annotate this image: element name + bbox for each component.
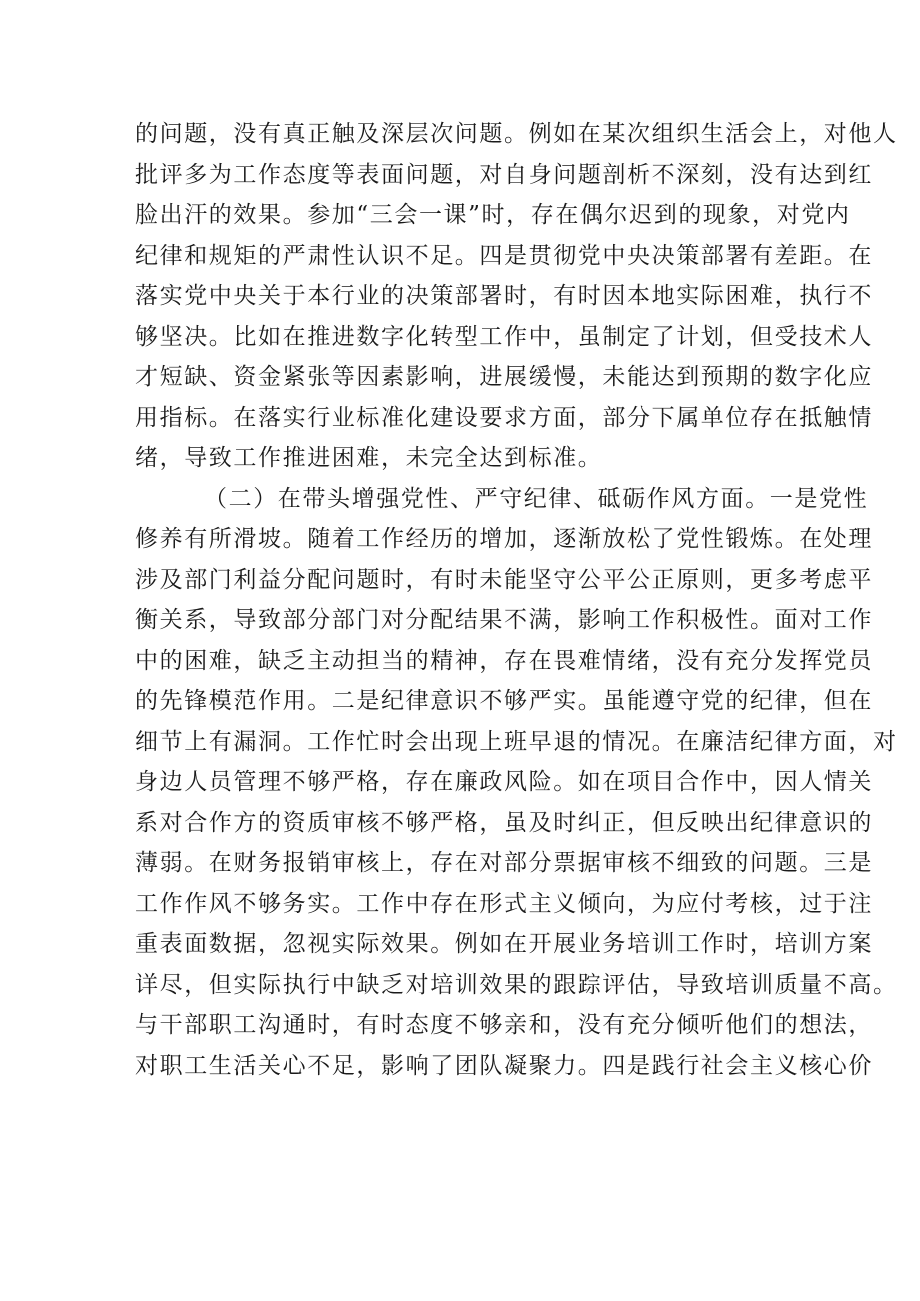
- text-line: 涉及部门利益分配问题时，有时未能坚守公平公正原则，更多考虑平: [135, 566, 873, 593]
- text-line: 脸出汗的效果。参加“三会一课”时，存在偶尔迟到的现象，对党内: [135, 202, 851, 228]
- text-line: 的先锋模范作用。二是纪律意识不够严实。虽能遵守党的纪律，但在: [135, 688, 873, 714]
- text-line: 详尽，但实际执行中缺乏对培训效果的跟踪评估，导致培训质量不高。: [135, 971, 898, 998]
- text-line: 身边人员管理不够严格，存在廉政风险。如在项目合作中，因人情关: [135, 769, 873, 795]
- text-line: 对职工生活关心不足，影响了团队凝聚力。四是践行社会主义核心价: [135, 1052, 873, 1079]
- text-line: 修养有所滑坡。随着工作经历的增加，逐渐放松了党性锻炼。在处理: [135, 526, 873, 552]
- text-line: 够坚决。比如在推进数字化转型工作中，虽制定了计划，但受技术人: [135, 323, 873, 350]
- text-line: 重表面数据，忽视实际效果。例如在开展业务培训工作时，培训方案: [135, 931, 873, 957]
- text-line: 纪律和规矩的严肃性认识不足。四是贯彻党中央决策部署有差距。在: [135, 242, 873, 269]
- text-line: 落实党中央关于本行业的决策部署时，有时因本地实际困难，执行不: [135, 283, 873, 309]
- text-line: 细节上有漏洞。工作忙时会出现上班早退的情况。在廉洁纪律方面，对: [135, 728, 898, 755]
- body-text: [135, 114, 898, 1086]
- text-line: 批评多为工作态度等表面问题，对自身问题剖析不深刻，没有达到红: [135, 161, 873, 188]
- text-line: 才短缺、资金紧张等因素影响，进展缓慢，未能达到预期的数字化应: [135, 364, 873, 390]
- text-line: 衡关系，导致部分部门对分配结果不满，影响工作积极性。面对工作: [135, 607, 873, 633]
- text-line: 中的困难，缺乏主动担当的精神，存在畏难情绪，没有充分发挥党员: [135, 647, 873, 674]
- paragraph-end-line: 绪，导致工作推进困难，未完全达到标准。: [135, 445, 603, 471]
- text-line: 用指标。在落实行业标准化建设要求方面，部分下属单位存在抵触情: [135, 404, 873, 431]
- text-line: 薄弱。在财务报销审核上，存在对部分票据审核不细致的问题。三是: [135, 850, 873, 876]
- text-line: 工作作风不够务实。工作中存在形式主义倾向，为应付考核，过于注: [135, 890, 873, 917]
- text-line: 系对合作方的资质审核不够严格，虽及时纠正，但反映出纪律意识的: [135, 809, 873, 836]
- text-line: 的问题，没有真正触及深层次问题。例如在某次组织生活会上，对他人: [135, 121, 898, 147]
- text-line: 与干部职工沟通时，有时态度不够亲和，没有充分倾听他们的想法，: [135, 1012, 873, 1038]
- section-heading-line: （二）在带头增强党性、严守纪律、砥砺作风方面。一是党性: [204, 485, 869, 512]
